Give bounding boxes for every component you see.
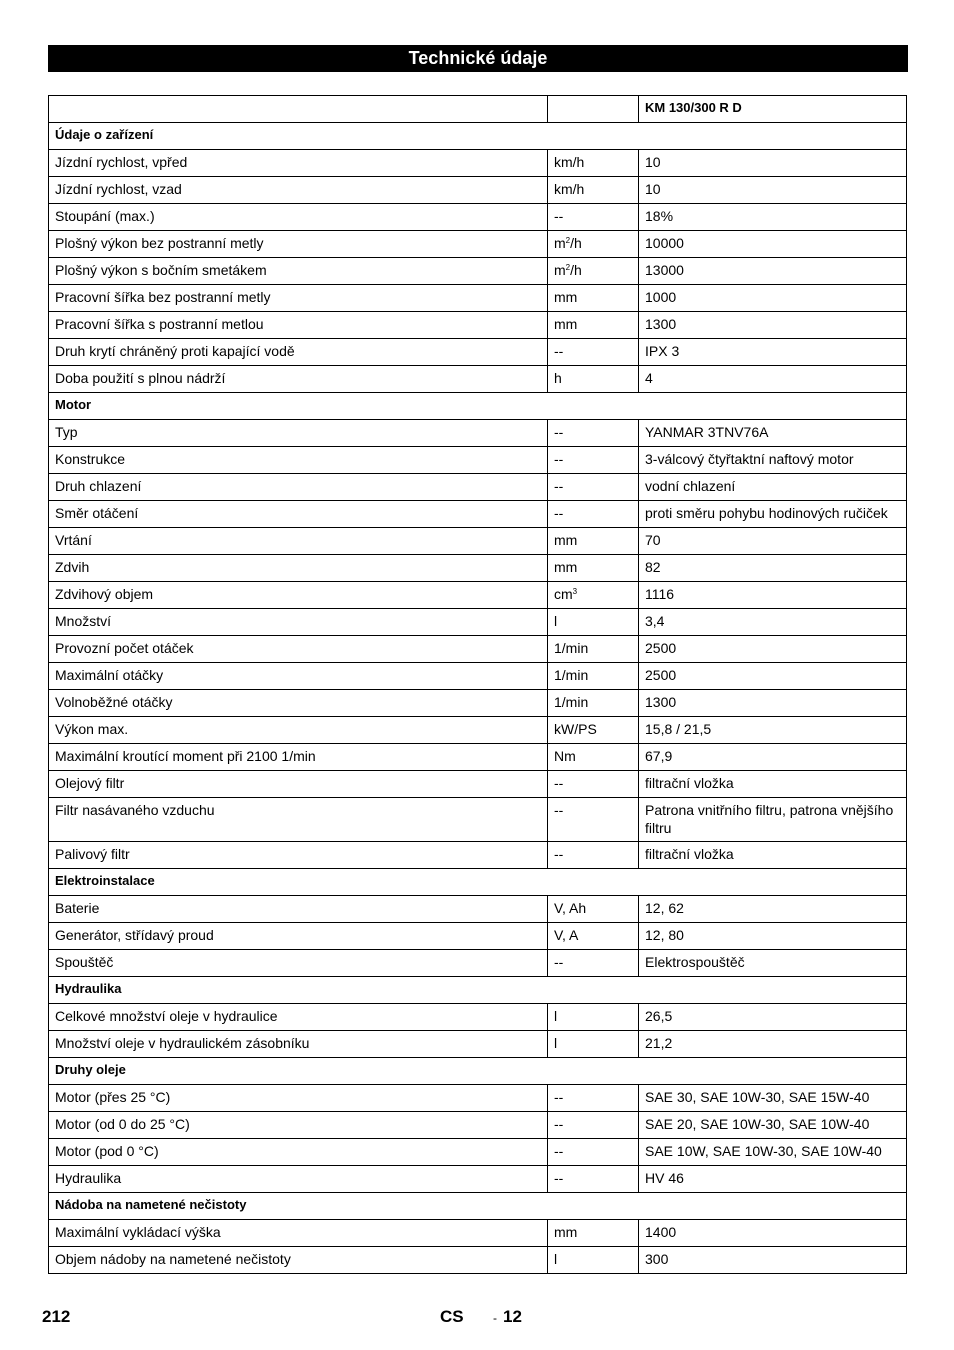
spec-value: 21,2 — [639, 1031, 907, 1058]
table-row — [49, 204, 907, 231]
header-blank-unit-cell — [548, 96, 639, 123]
spec-unit: Nm — [548, 744, 639, 771]
table-row — [49, 1247, 907, 1274]
spec-unit: mm — [548, 312, 639, 339]
table-row — [49, 366, 907, 393]
spec-unit: V, Ah — [548, 896, 639, 923]
table-row — [49, 528, 907, 555]
spec-label: Plošný výkon s bočním smetákem — [49, 258, 548, 285]
spec-value: 10000 — [639, 231, 907, 258]
spec-value: SAE 10W, SAE 10W-30, SAE 10W-40 — [639, 1139, 907, 1166]
spec-value: 1000 — [639, 285, 907, 312]
spec-unit: mm — [548, 1220, 639, 1247]
spec-unit: -- — [548, 501, 639, 528]
spec-unit: -- — [548, 420, 639, 447]
spec-unit: 1/min — [548, 636, 639, 663]
spec-value: 1116 — [639, 582, 907, 609]
spec-label: Spouštěč — [49, 950, 548, 977]
spec-label: Palivový filtr — [49, 842, 548, 869]
table-row — [49, 501, 907, 528]
table-row — [49, 420, 907, 447]
spec-label: Plošný výkon bez postranní metly — [49, 231, 548, 258]
spec-unit: V, A — [548, 923, 639, 950]
table-row — [49, 950, 907, 977]
page-title: Technické údaje — [48, 45, 908, 72]
spec-label: Volnoběžné otáčky — [49, 690, 548, 717]
spec-unit: -- — [548, 474, 639, 501]
spec-value: filtrační vložka — [639, 842, 907, 869]
spec-value: 67,9 — [639, 744, 907, 771]
table-row — [49, 1112, 907, 1139]
spec-value: 82 — [639, 555, 907, 582]
section-row — [49, 977, 907, 1004]
spec-label: Pracovní šířka s postranní metlou — [49, 312, 548, 339]
table-row — [49, 1220, 907, 1247]
spec-unit: 1/min — [548, 690, 639, 717]
spec-unit: -- — [548, 1166, 639, 1193]
spec-label: Filtr nasávaného vzduchu — [49, 798, 548, 842]
spec-unit: km/h — [548, 177, 639, 204]
spec-label: Zdvihový objem — [49, 582, 548, 609]
spec-unit: -- — [548, 204, 639, 231]
section-title: Motor — [49, 393, 907, 420]
table-row — [49, 636, 907, 663]
table-row — [49, 690, 907, 717]
spec-label: Směr otáčení — [49, 501, 548, 528]
spec-value: 13000 — [639, 258, 907, 285]
spec-value: 4 — [639, 366, 907, 393]
spec-unit: l — [548, 1004, 639, 1031]
spec-unit: 1/min — [548, 663, 639, 690]
page-number: 212 — [42, 1307, 71, 1326]
table-row — [49, 312, 907, 339]
table-row — [49, 447, 907, 474]
spec-label: Motor (pod 0 °C) — [49, 1139, 548, 1166]
spec-value: HV 46 — [639, 1166, 907, 1193]
spec-unit: mm — [548, 528, 639, 555]
section-row — [49, 1193, 907, 1220]
spec-label: Výkon max. — [49, 717, 548, 744]
spec-label: Stoupání (max.) — [49, 204, 548, 231]
table-row — [49, 798, 907, 842]
table-row — [49, 744, 907, 771]
spec-unit: -- — [548, 339, 639, 366]
spec-value: 12, 62 — [639, 896, 907, 923]
table-row — [49, 555, 907, 582]
section-title: Elektroinstalace — [49, 869, 907, 896]
table-row — [49, 1031, 907, 1058]
table-row — [49, 771, 907, 798]
table-row — [49, 1139, 907, 1166]
spec-value: 1400 — [639, 1220, 907, 1247]
spec-value: 3,4 — [639, 609, 907, 636]
spec-label: Motor (přes 25 °C) — [49, 1085, 548, 1112]
spec-label: Zdvih — [49, 555, 548, 582]
spec-unit: -- — [548, 1112, 639, 1139]
spec-unit: -- — [548, 842, 639, 869]
spec-value: 3-válcový čtyřtaktní naftový motor — [639, 447, 907, 474]
table-row — [49, 1004, 907, 1031]
spec-unit: $m^2/h$ — [548, 258, 639, 285]
spec-value: 18% — [639, 204, 907, 231]
spec-value: 1300 — [639, 690, 907, 717]
spec-value: 10 — [639, 177, 907, 204]
table-row — [49, 339, 907, 366]
spec-value: 1300 — [639, 312, 907, 339]
spec-value: 300 — [639, 1247, 907, 1274]
table-row — [49, 1085, 907, 1112]
spec-label: Objem nádoby na nametené nečistoty — [49, 1247, 548, 1274]
table-row — [49, 896, 907, 923]
spec-label: Druh chlazení — [49, 474, 548, 501]
section-page-number: 12 — [503, 1307, 522, 1326]
spec-unit: kW/PS — [548, 717, 639, 744]
spec-label: Motor (od 0 do 25 °C) — [49, 1112, 548, 1139]
spec-value: 12, 80 — [639, 923, 907, 950]
section-title: Hydraulika — [49, 977, 907, 1004]
table-row — [49, 177, 907, 204]
table-header-row — [49, 96, 907, 123]
spec-label: Provozní počet otáček — [49, 636, 548, 663]
footer-dash: - — [493, 1311, 497, 1325]
section-row — [49, 123, 907, 150]
spec-label: Druh krytí chráněný proti kapající vodě — [49, 339, 548, 366]
spec-label: Pracovní šířka bez postranní metly — [49, 285, 548, 312]
spec-value: 15,8 / 21,5 — [639, 717, 907, 744]
table-row — [49, 842, 907, 869]
table-row — [49, 582, 907, 609]
spec-unit: l — [548, 609, 639, 636]
section-row — [49, 393, 907, 420]
section-title: Nádoba na nametené nečistoty — [49, 1193, 907, 1220]
spec-unit: l — [548, 1031, 639, 1058]
section-row — [49, 869, 907, 896]
model-name: KM 130/300 R D — [639, 96, 907, 123]
spec-value: YANMAR 3TNV76A — [639, 420, 907, 447]
table-row — [49, 258, 907, 285]
spec-label: Baterie — [49, 896, 548, 923]
spec-label: Typ — [49, 420, 548, 447]
spec-unit: -- — [548, 1085, 639, 1112]
section-title: Údaje o zařízení — [49, 123, 907, 150]
section-title: Druhy oleje — [49, 1058, 907, 1085]
spec-unit: h — [548, 366, 639, 393]
spec-unit: -- — [548, 771, 639, 798]
spec-value: IPX 3 — [639, 339, 907, 366]
technical-data-table — [48, 95, 907, 1274]
table-row — [49, 474, 907, 501]
spec-label: Množství oleje v hydraulickém zásobníku — [49, 1031, 548, 1058]
table-row — [49, 609, 907, 636]
language-code: CS — [440, 1307, 464, 1326]
table-row — [49, 663, 907, 690]
spec-value: 26,5 — [639, 1004, 907, 1031]
spec-unit: km/h — [548, 150, 639, 177]
spec-value: 2500 — [639, 663, 907, 690]
spec-value: Patrona vnitřního filtru, patrona vnějšího filtru — [639, 798, 907, 842]
header-blank-cell — [49, 96, 548, 123]
spec-label: Celkové množství oleje v hydraulice — [49, 1004, 548, 1031]
spec-label: Vrtání — [49, 528, 548, 555]
spec-value: SAE 20, SAE 10W-30, SAE 10W-40 — [639, 1112, 907, 1139]
spec-value: proti směru pohybu hodinových ručiček — [639, 501, 907, 528]
spec-label: Jízdní rychlost, vzad — [49, 177, 548, 204]
table-row — [49, 150, 907, 177]
spec-label: Maximální kroutící moment při 2100 1/min — [49, 744, 548, 771]
spec-unit: $cm^3$ — [548, 582, 639, 609]
spec-unit: mm — [548, 285, 639, 312]
spec-value: 70 — [639, 528, 907, 555]
spec-label: Množství — [49, 609, 548, 636]
spec-label: Maximální otáčky — [49, 663, 548, 690]
spec-unit: l — [548, 1247, 639, 1274]
spec-unit: -- — [548, 1139, 639, 1166]
section-row — [49, 1058, 907, 1085]
spec-value: Elektrospouštěč — [639, 950, 907, 977]
table-row — [49, 923, 907, 950]
spec-unit: -- — [548, 447, 639, 474]
spec-value: filtrační vložka — [639, 771, 907, 798]
spec-unit: -- — [548, 950, 639, 977]
spec-value: 10 — [639, 150, 907, 177]
spec-value: SAE 30, SAE 10W-30, SAE 15W-40 — [639, 1085, 907, 1112]
spec-label: Doba použití s plnou nádrží — [49, 366, 548, 393]
spec-label: Olejový filtr — [49, 771, 548, 798]
spec-label: Hydraulika — [49, 1166, 548, 1193]
spec-unit: $m^2/h$ — [548, 231, 639, 258]
spec-value: vodní chlazení — [639, 474, 907, 501]
spec-value: 2500 — [639, 636, 907, 663]
table-row — [49, 231, 907, 258]
table-row — [49, 285, 907, 312]
spec-label: Konstrukce — [49, 447, 548, 474]
table-row — [49, 1166, 907, 1193]
spec-unit: mm — [548, 555, 639, 582]
spec-label: Jízdní rychlost, vpřed — [49, 150, 548, 177]
spec-label: Maximální vykládací výška — [49, 1220, 548, 1247]
table-row — [49, 717, 907, 744]
spec-unit: -- — [548, 798, 639, 842]
spec-label: Generátor, střídavý proud — [49, 923, 548, 950]
